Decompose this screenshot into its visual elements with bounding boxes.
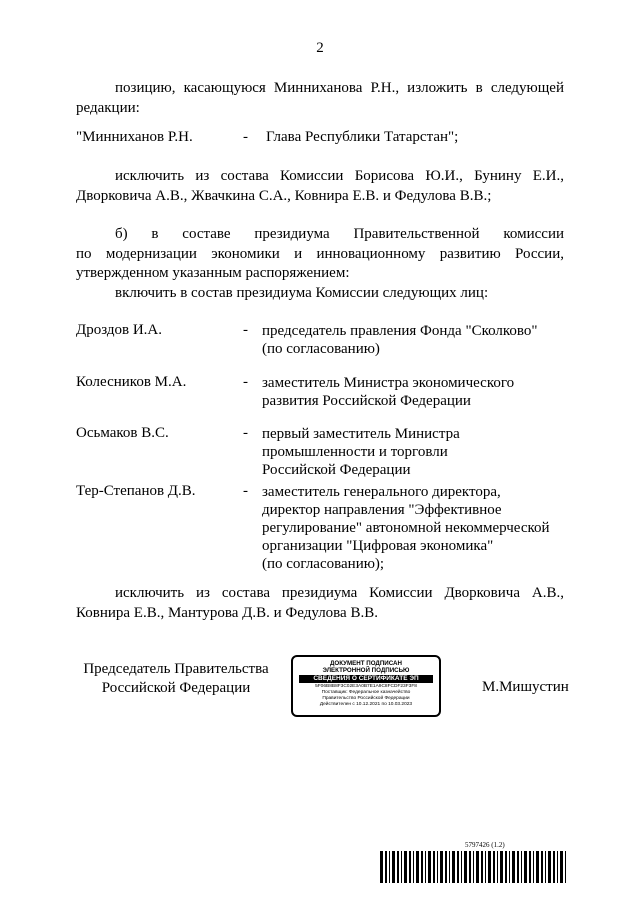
para2-line1: исключить из состава Комиссии Борисова Ю.И., Бунину Е.И., [115,168,564,184]
e-signature-stamp [291,655,441,717]
para3-line2: по модернизации экономики и инновационному развитию России, [76,246,564,262]
member-name: Дроздов И.А. [76,322,163,338]
member-dash: - [243,483,248,499]
para3-line1: б) в составе президиума Правительственной комиссии [115,226,564,242]
barcode-image [380,851,566,883]
stamp-validity: Действителен с 10.12.2021 по 10.03.2023 [319,702,413,707]
member-dash: - [243,374,248,390]
member-role [262,483,550,573]
minnikhanov-dash: - [243,129,248,145]
member-role-line: развития Российской Федерации [262,393,471,409]
stamp-issuer: Правительство Российской Федерации [322,696,410,701]
para4-line1: исключить из состава президиума Комиссии Дворковича А.В., [115,585,564,601]
stamp-title-line: ДОКУМЕНТ ПОДПИСАН [330,660,402,667]
stamp-certificate: 5F06B8B8F3C02E3A0B7E1A9C8FCDF23F3F8 [315,684,417,689]
signature-position [76,660,276,698]
member-role-line: промышленности и торговли [262,444,448,460]
signature-position-line: Российской Федерации [101,680,251,696]
member-role-line: (по согласованию) [262,341,380,357]
member-dash: - [243,322,248,338]
document-code: 5797426 (1.2) [465,841,505,849]
member-name: Тер-Степанов Д.В. [76,483,196,499]
para3-line4: включить в состав президиума Комиссии следующих лиц: [115,285,489,301]
signature-position-line: Председатель Правительства [83,661,269,677]
para3-line3: утвержденном указанным распоряжением: [76,265,350,281]
member-role-line: заместитель генерального директора, [262,484,501,500]
minnikhanov-role: Глава Республики Татарстан"; [266,129,459,145]
member-role [262,425,460,479]
stamp-title [293,660,439,674]
para2-line2: Дворковича А.В., Жвачкина С.А., Ковнира Е.В. и Федулова В.В.; [76,188,492,204]
para1-line1: позицию, касающуюся Минниханова Р.Н., изложить в следующей [115,80,564,96]
member-role-line: (по согласованию); [262,556,385,572]
signature-name: М.Мишустин [482,679,569,695]
member-name: Осьмаков В.С. [76,425,169,441]
member-role-line: заместитель Министра экономического [262,375,515,391]
stamp-issuer: Поставщик: Федеральное казначейство [321,690,411,695]
page-number: 2 [316,40,324,56]
member-role [262,374,514,410]
para1-line2: редакции: [76,100,140,116]
member-role [262,322,538,358]
member-role-line: директор направления "Эффективное [262,502,502,518]
member-role-line: председатель правления Фонда "Сколково" [262,323,538,339]
member-role-line: первый заместитель Министра [262,426,460,442]
minnikhanov-name: "Минниханов Р.Н. [76,129,193,145]
member-role-line: регулирование" автономной некоммерческой [262,520,550,536]
member-dash: - [243,425,248,441]
para4-line2: Ковнира Е.В., Мантурова Д.В. и Федулова В.В. [76,605,378,621]
stamp-band: СВЕДЕНИЯ О СЕРТИФИКАТЕ ЭП [299,675,433,683]
member-role-line: Российской Федерации [262,462,411,478]
member-name: Колесников М.А. [76,374,187,390]
stamp-title-line: ЭЛЕКТРОННОЙ ПОДПИСЬЮ [322,667,410,674]
member-role-line: организации "Цифровая экономика" [262,538,494,554]
